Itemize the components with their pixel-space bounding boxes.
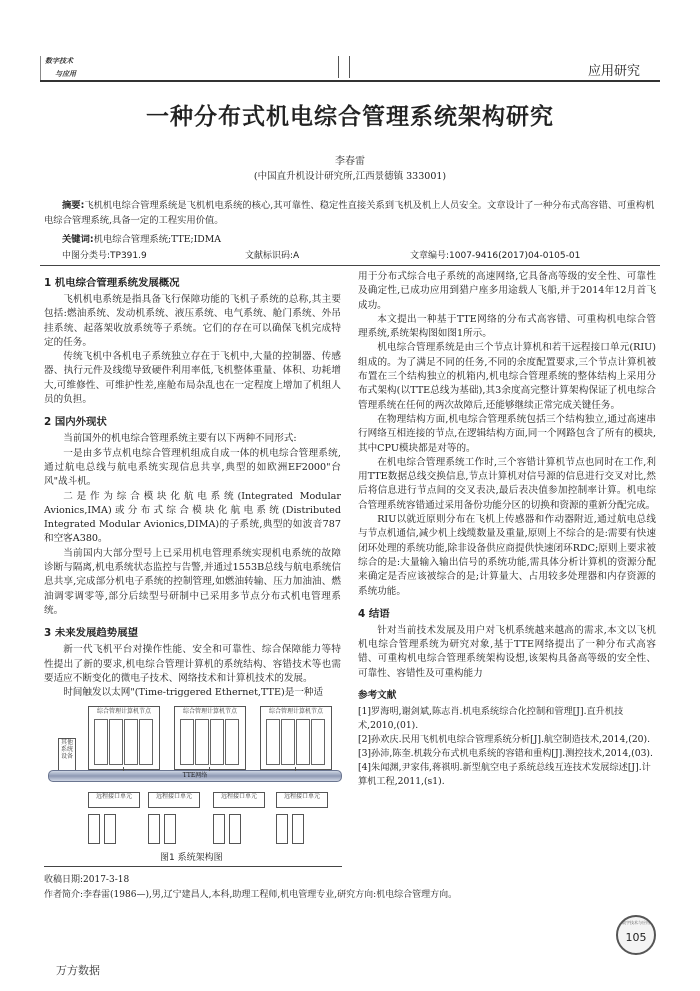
tte-bus-label: TTE网络 xyxy=(182,772,208,779)
node-label: 综合管理计算机节点 xyxy=(268,708,323,715)
riu-box xyxy=(148,792,200,808)
journal-logo-line2: 与应用 xyxy=(55,70,76,78)
clc-number: 中图分类号:TP391.9 xyxy=(62,251,147,261)
paragraph: 时间触发以太网"(Time-triggered Ethernet,TTE)是一种适 xyxy=(63,687,324,699)
page-badge xyxy=(616,915,656,955)
other-system-box xyxy=(58,738,76,774)
paragraph: 当前国内大部分型号上已采用机电管理系统实现机电系统的故障诊断与隔离,机电系统状态监控与告警,并通过1553B总线与航电系统信息共享,完成部分机电子系统的控制管理,如燃油转输、压力加油油、燃油调零调零等,部分后续型号研制中已采用多节点分布式机电管理系统。 xyxy=(44,547,341,616)
paragraph: 用于分布式综合电子系统的高速网络,它具备高等级的安全性、可靠性及确定性,已成功应用到猎户座多用途载人飞船,并于2014年12月首飞成功。 xyxy=(358,271,656,311)
paragraph: 一是由多节点机电综合管理机组成自成一体的机电综合管理系统,通过航电总线与航电系统实现信息共享,典型的如欧洲EF2000"台风"战斗机。 xyxy=(44,447,341,488)
paragraph: 在物理结构方面,机电综合管理系统包括三个结构独立,通过高速串行网络互相连接的节点,在逻辑结构方面,同一个网路包含了所有的模块,其中CPU模块都是对等的。 xyxy=(358,413,656,454)
device-box xyxy=(148,814,160,844)
watermark: 万方数据 xyxy=(56,964,100,977)
other-system-label: 其他系统设备 xyxy=(60,739,73,760)
computer-node-3 xyxy=(260,706,332,770)
node-label: 综合管理计算机节点 xyxy=(96,708,151,715)
device-box xyxy=(164,814,176,844)
computer-node-1 xyxy=(88,706,160,770)
riu-label: 远程接口单元 xyxy=(283,793,320,800)
tte-bus xyxy=(48,770,342,782)
reference-item: [4]朱闻渊,尹家伟,蒋祺明.新型航空电子系统总线互连技术发展综述[J].计算机工程,2011,(s1). xyxy=(358,762,651,788)
node-label: 综合管理计算机节点 xyxy=(182,708,237,715)
paper-title: 一种分布式机电综合管理系统架构研究 xyxy=(146,103,554,130)
footer-rule xyxy=(44,866,342,867)
reference-item: [1]罗海明,谢剑斌,陈志肖.机电系统综合化控制和管理[J].直升机技术,2010,(01). xyxy=(358,706,624,732)
device-box xyxy=(104,814,116,844)
abstract-text: 飞机机电综合管理系统是飞机机电系统的核心,其可靠性、稳定性直接关系到飞机及机上人员安全。文章设计了一种分布式高容错、可重构机电综合管理系统,具备一定的工程实用价值。 xyxy=(44,200,655,226)
section-label: 应用研究 xyxy=(588,64,641,79)
paragraph: 在机电综合管理系统工作时,三个容错计算机节点也同时在工作,利用TTE数据总线交换信息,节点计算机对信号源的信息进行交叉对比,然后将信息进行节点间的交叉表决,最后表决值参加控制率计算。机电综合管理系统容错通过采用备份功能分区的切换和资源的重新分配完成。 xyxy=(358,456,656,511)
page-number: 105 xyxy=(625,931,647,944)
paragraph: 二是作为综合模块化航电系统(Integrated Modular Avionics,IMA)或分布式综合模块化航电系统(Distributed Integrated Modular Avionics,DIMA)的子系统,典型的如波音787和空客A380。 xyxy=(44,490,341,545)
device-box xyxy=(292,814,304,844)
header-rule xyxy=(40,80,660,82)
riu-label: 远程接口单元 xyxy=(155,793,192,800)
device-box xyxy=(229,814,241,844)
device-box xyxy=(276,814,288,844)
received-date: 收稿日期:2017-3-18 xyxy=(44,875,130,885)
badge-text: 数字技术与应用 xyxy=(622,920,650,925)
keywords-text: 机电综合管理系统;TTE;IDMA xyxy=(93,234,221,245)
paragraph: 传统飞机中各机电子系统独立存在于飞机中,大量的控制器、传感器、执行元件及线缆导致硬件利用率低,飞机整体重量、体积、功耗增大,可维修性、可维护性差,座舱布局杂乱也在一定程度上增加了机组人员的负担。 xyxy=(44,351,341,406)
system-architecture-figure xyxy=(48,700,340,848)
riu-label: 远程接口单元 xyxy=(95,793,132,800)
keywords-label: 关键词: xyxy=(62,234,94,245)
author-name: 李春雷 xyxy=(335,156,365,167)
article-number: 文章编号:1007-9416(2017)04-0105-01 xyxy=(410,251,581,261)
paragraph: 当前国外的机电综合管理系统主要有以下两种不同形式: xyxy=(63,433,297,445)
riu-box xyxy=(276,792,328,808)
left-column xyxy=(44,268,341,700)
paragraph: 本文提出一种基于TTE网络的分布式高容错、可重构机电综合管理系统,系统架构图如图1所示。 xyxy=(358,313,656,340)
reference-item: [3]孙沛,陈奎.机载分布式机电系统的容错和重构[J].测控技术,2014,(03). xyxy=(358,748,653,760)
section-heading-2: 2 国内外现状 xyxy=(44,416,107,429)
figure-caption: 图1 系统架构图 xyxy=(160,853,223,863)
riu-box xyxy=(88,792,140,808)
keywords xyxy=(62,231,221,245)
reference-item: [2]孙欢庆.民用飞机机电综合管理系统分析[J].航空制造技术,2014,(20). xyxy=(358,734,651,746)
paragraph: 飞机机电系统是指具备飞行保障功能的飞机子系统的总称,其主要包括:燃油系统、发动机系统、液压系统、电气系统、舱门系统、外吊挂系统、起落架收放系统等子系统。它们的存在可以确保飞机完成特定的任务。 xyxy=(44,294,341,348)
device-box xyxy=(213,814,225,844)
abstract-label: 摘要: xyxy=(62,200,85,211)
paragraph: 新一代飞机平台对操作性能、安全和可靠性、综合保障能力等特性提出了新的要求,机电综合管理计算机的系统结构、容错技术等也需要适应不断变化的微电子技术、网络技术和计算机技术的发展。 xyxy=(44,644,341,684)
device-box xyxy=(88,814,100,844)
section-heading-1: 1 机电综合管理系统发展概况 xyxy=(44,277,180,289)
meta-rule xyxy=(40,265,660,266)
author-bio: 作者简介:李春雷(1986—),男,辽宁建昌人,本科,助理工程师,机电管理专业,研究方向:机电综合管理方向。 xyxy=(44,890,458,900)
computer-node-2 xyxy=(174,706,246,770)
riu-label: 远程接口单元 xyxy=(220,793,257,800)
riu-box xyxy=(213,792,265,808)
header-divider xyxy=(338,56,350,78)
abstract xyxy=(44,198,656,228)
right-column xyxy=(358,270,656,789)
paragraph: 针对当前技术发展及用户对飞机系统越来越高的需求,本文以飞机机电综合管理系统为研究对象,基于TTE网络提出了一种分布式高容错、可重构机电综合管理系统架构设想,该架构具备高等级的安全性、可靠性、容错性及可重构能力 xyxy=(358,624,656,679)
section-heading-4: 4 结语 xyxy=(358,607,390,620)
paragraph: RIU以就近原则分布在飞机上传感器和作动器附近,通过航电总线与节点机通信,减少机上线缆数量及重量,原则上不综合的是:需要有快速闭环处理的系统功能,除非设备供应商提供快速闭环RDC;原则上要求被综合的是:大量输入输出信号的系统功能,需具体分析计算机的资源分配来确定是否应该被综合的是;计算量大、占用较多处理器和内存资源的系统功能。 xyxy=(358,514,656,597)
document-code: 文献标识码:A xyxy=(245,251,300,261)
paragraph: 机电综合管理系统是由三个节点计算机和若干远程接口单元(RIU)组成的。为了满足不同的任务,不同的余度配置要求,三个节点计算机被布置在三个结构独立的机箱内,机电综合管理系统的整体结构上采用分布式架构(以TTE总线为基础),其3余度高完整计算架构保证了机电综合管理系统在任何的两次故障后,还能够继续正常完成关键任务。 xyxy=(358,342,656,411)
references-heading: 参考文献 xyxy=(358,690,397,702)
section-heading-3: 3 未来发展趋势展望 xyxy=(44,627,138,640)
journal-logo-line1: 数字技术 xyxy=(45,57,73,65)
affiliation: (中国直升机设计研究所,江西景德镇 333001) xyxy=(253,171,447,182)
journal-logo xyxy=(40,56,99,82)
